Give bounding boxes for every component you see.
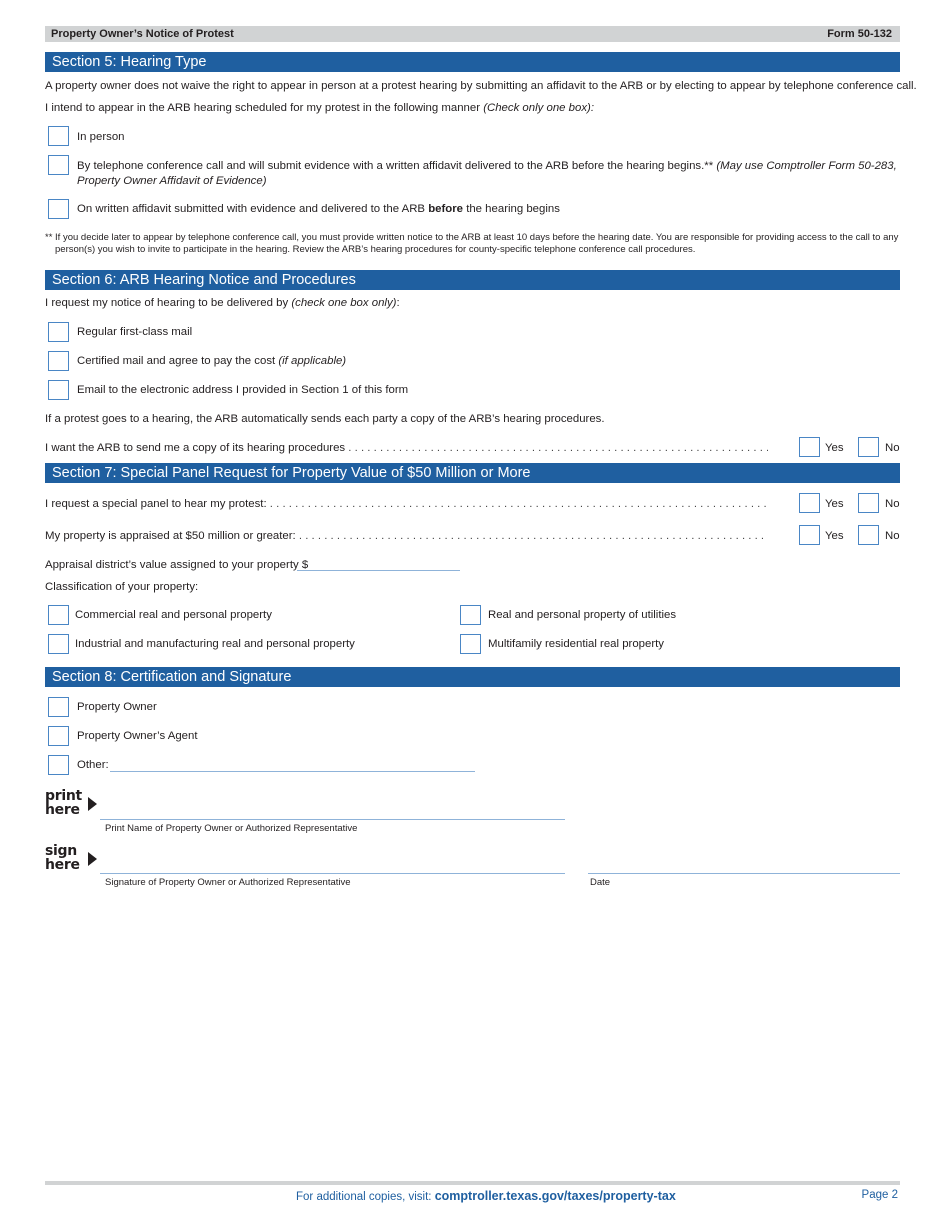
class-commercial-label: Commercial real and personal property [75,609,272,621]
classification-label: Classification of your property: [45,581,199,593]
section-5-intro: A property owner does not waive the right to appear in person at a protest hearing by submitting an affidavit to the ARB or by electing to appear by telephone conference call. [45,80,917,92]
copy-question-row: I want the ARB to send me a copy of its hearing procedures . . . [45,442,768,454]
hearing-affidavit-label: On written affidavit submitted with evidence and delivered to the ARB before the hearing begins [77,203,560,215]
date-caption: Date [590,877,611,888]
value-50m-yes-label: Yes [825,530,844,542]
special-panel-yes-label: Yes [825,498,844,510]
section-6-header: Section 6: ARB Hearing Notice and Procedures [45,270,900,290]
form-title: Property Owner’s Notice of Protest [51,28,234,40]
copy-procedures-yes-checkbox[interactable] [799,437,820,457]
class-utilities-checkbox[interactable] [460,605,481,625]
form-header-bar [45,26,900,42]
form-number: Form 50-132 [827,28,892,40]
hearing-affidavit-checkbox[interactable] [48,199,69,219]
print-here-stamp: print here [45,788,82,818]
copy-procedures-no-checkbox[interactable] [858,437,879,457]
notice-email-checkbox[interactable] [48,380,69,400]
section-5-instruction: I intend to appear in the ARB hearing scheduled for my protest in the following manner (Check only one box): [45,102,594,114]
footer-url-link[interactable]: comptroller.texas.gov/taxes/property-tax [434,1189,676,1203]
procedures-text: If a protest goes to a hearing, the ARB automatically sends each party a copy of the ARB’s hearing procedures. [45,413,605,425]
hearing-phone-checkbox[interactable] [48,155,69,175]
footer-page-number: Page 2 [861,1189,898,1201]
special-panel-yes-checkbox[interactable] [799,493,820,513]
sign-here-stamp: sign here [45,843,80,873]
hearing-phone-label: By telephone conference call and will submit evidence with a written affidavit delivered to the ARB before the hearing begins.** (May use Comptroller Form 50-283, [77,160,897,172]
notice-mail-label: Regular first-class mail [77,326,193,338]
class-industrial-checkbox[interactable] [48,634,69,654]
print-here-arrow-icon [88,797,97,811]
notice-mail-checkbox[interactable] [48,322,69,342]
notice-email-label: Email to the electronic address I provided in Section 1 of this form [77,384,409,396]
copy-procedures-yes-label: Yes [825,442,844,454]
sign-here-arrow-icon [88,852,97,866]
signature-caption: Signature of Property Owner or Authorized Representative [105,877,351,888]
section-5-footnote: ** If you decide later to appear by telephone conference call, you must provide written notice to the ARB at least 10 days before the hearing date. You are responsible for providing access to the call to any person(s) you wish to invite to participate in the hearing. Review the ARB’s hearing procedures for county-specific telephone conference call procedures. [45,232,899,255]
class-commercial-checkbox[interactable] [48,605,69,625]
value-50m-row: My property is appraised at $50 million or greater: . . . [45,530,768,542]
notice-certified-label: Certified mail and agree to pay the cost (if applicable) [77,355,347,367]
print-name-caption: Print Name of Property Owner or Authorized Representative [105,823,358,834]
special-panel-no-label: No [885,498,900,510]
cert-owner-label: Property Owner [77,701,157,713]
value-50m-no-checkbox[interactable] [858,525,879,545]
date-field[interactable] [588,873,900,874]
cert-agent-label: Property Owner’s Agent [77,730,198,742]
hearing-phone-note: Property Owner Affidavit of Evidence) [77,175,267,187]
cert-other-field[interactable] [110,771,475,772]
notice-certified-checkbox[interactable] [48,351,69,371]
section-6-instruction: I request my notice of hearing to be delivered by (check one box only): [45,297,400,309]
value-50m-no-label: No [885,530,900,542]
special-panel-no-checkbox[interactable] [858,493,879,513]
hearing-in-person-checkbox[interactable] [48,126,69,146]
appraisal-value-field[interactable] [297,570,460,571]
value-50m-yes-checkbox[interactable] [799,525,820,545]
footer-bar [45,1181,900,1185]
print-name-field[interactable] [100,819,565,820]
class-industrial-label: Industrial and manufacturing real and personal property [75,638,355,650]
class-multifamily-checkbox[interactable] [460,634,481,654]
special-panel-row: I request a special panel to hear my protest: . . . [45,498,768,510]
section-7-header: Section 7: Special Panel Request for Property Value of $50 Million or More [45,463,900,483]
appraisal-value-label: Appraisal district’s value assigned to your property $ [45,559,309,571]
cert-other-label: Other: [77,759,109,771]
class-multifamily-label: Multifamily residential real property [488,638,664,650]
footer-copies: For additional copies, visit: comptroller.texas.gov/taxes/property-tax [296,1189,676,1203]
cert-agent-checkbox[interactable] [48,726,69,746]
signature-field[interactable] [100,873,565,874]
class-utilities-label: Real and personal property of utilities [488,609,677,621]
hearing-in-person-label: In person [77,131,125,143]
section-5-header: Section 5: Hearing Type [45,52,900,72]
section-8-header: Section 8: Certification and Signature [45,667,900,687]
cert-owner-checkbox[interactable] [48,697,69,717]
cert-other-checkbox[interactable] [48,755,69,775]
copy-procedures-no-label: No [885,442,900,454]
